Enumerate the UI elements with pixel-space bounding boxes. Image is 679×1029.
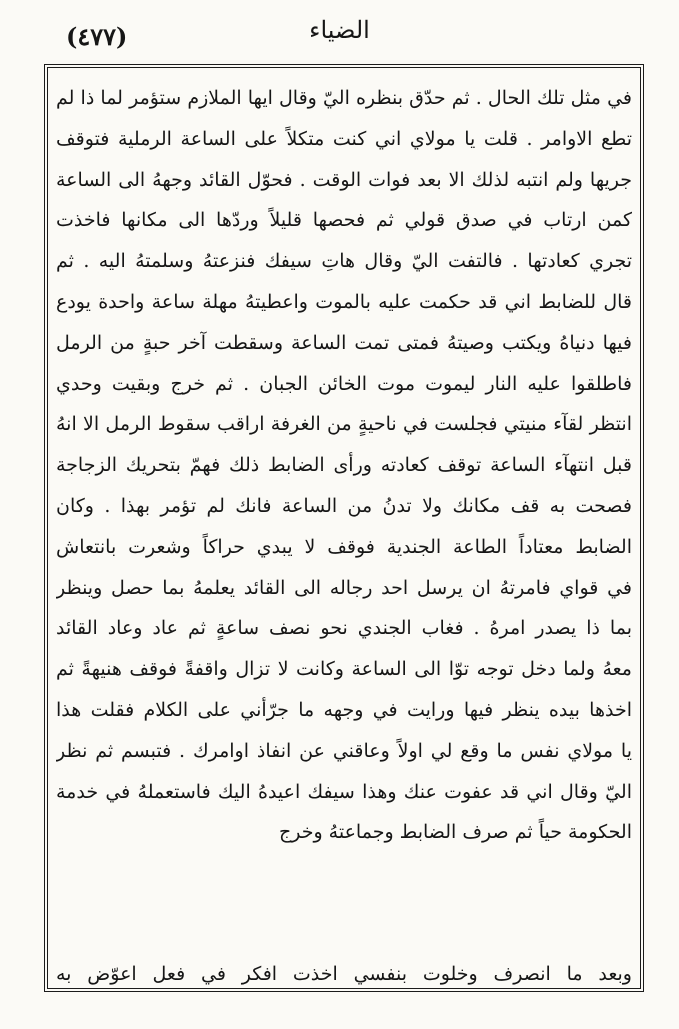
page-header (60, 14, 619, 62)
text-line: تطع الاوامر . قلت يا مولاي اني كنت متكلاً على الساعة الرملية فتوقف (56, 127, 632, 150)
page-number: (٤٧٧) (66, 22, 128, 51)
body-text (56, 78, 632, 918)
text-line: بما ذا يصدر امرهُ . فغاب الجندي نحو نصف ساعةٍ ثم عاد وعاد القائد (56, 617, 632, 640)
text-line: في مثل تلك الحال . ثم حدّق بنظره اليّ وقال ايها الملازم ستؤمر لما ذا لم (56, 87, 632, 109)
text-line: اخذها بيده ينظر فيها ورايت في وجهه ما جرّأني على الكلام فقلت هذا (56, 698, 632, 721)
text-line: جريها ولم انتبه لذلك الا بعد فوات الوقت . فحوّل القائد وجههُ الى الساعة (56, 168, 632, 191)
text-line: فاطلقوا عليه النار ليموت موت الخائن الجبان . ثم خرج وبقيت وحدي (56, 372, 632, 395)
text-line: اليّ وقال اني قد عفوت عنك وهذا سيفك اعيدهُ اليك فاستعملهُ في خدمة (56, 780, 632, 803)
running-title: الضياء (309, 16, 370, 44)
text-line: معهُ ولما دخل توجه توّا الى الساعة وكانت لا تزال واقفةً فوقف هنيهةً ثم (56, 658, 632, 681)
text-line: قال للضابط اني قد حكمت عليه بالموت واعطيتهُ مهلة ساعة واحدة يودع (56, 290, 632, 313)
text-line: الضابط معتاداً الطاعة الجندية فوقف لا يبدي حراكاً وشعرت بانتعاش (56, 535, 632, 558)
text-line: فصحت به قف مكانك ولا تدنُ من الساعة فانك لم تؤمر بهذا . وكان (56, 494, 632, 517)
text-line: كمن ارتاب في صدق قولي ثم فحصها قليلاً وردّها الى مكانها فاخذت (56, 209, 632, 232)
text-line-continuation: وبعد ما انصرف وخلوت بنفسي اخذت افكر في فعل اعوّض به (56, 963, 632, 985)
text-line: انتظر لقآء منيتي فجلست في ناحيةٍ من الغرفة اراقب سقوط الرمل الا انهُ (56, 413, 632, 436)
text-line: فيها دنياهُ ويكتب وصيتهُ فمتى تمت الساعة وسقطت آخر حبةٍ من الرمل (56, 331, 632, 354)
text-line: يا مولاي نفس ما وقع لي اولاً وعاقني عن انفاذ اوامرك . فتبسم ثم نظر (56, 739, 632, 762)
text-line: قبل انتهآء الساعة توقف كعادته ورأى الضابط ذلك فهمّ بتحريك الزجاجة (56, 454, 632, 477)
text-line: الحكومة حياً ثم صرف الضابط وجماعتهُ وخرج (278, 821, 632, 844)
text-line: في قواي فامرتهُ ان يرسل احد رجاله الى القائد يعلمهُ بما حصل وينظر (56, 576, 632, 599)
text-line: تجري كعادتها . فالتفت اليّ وقال هاتِ سيفك فنزعتهُ وسلمتهُ اليه . ثم (56, 250, 632, 273)
